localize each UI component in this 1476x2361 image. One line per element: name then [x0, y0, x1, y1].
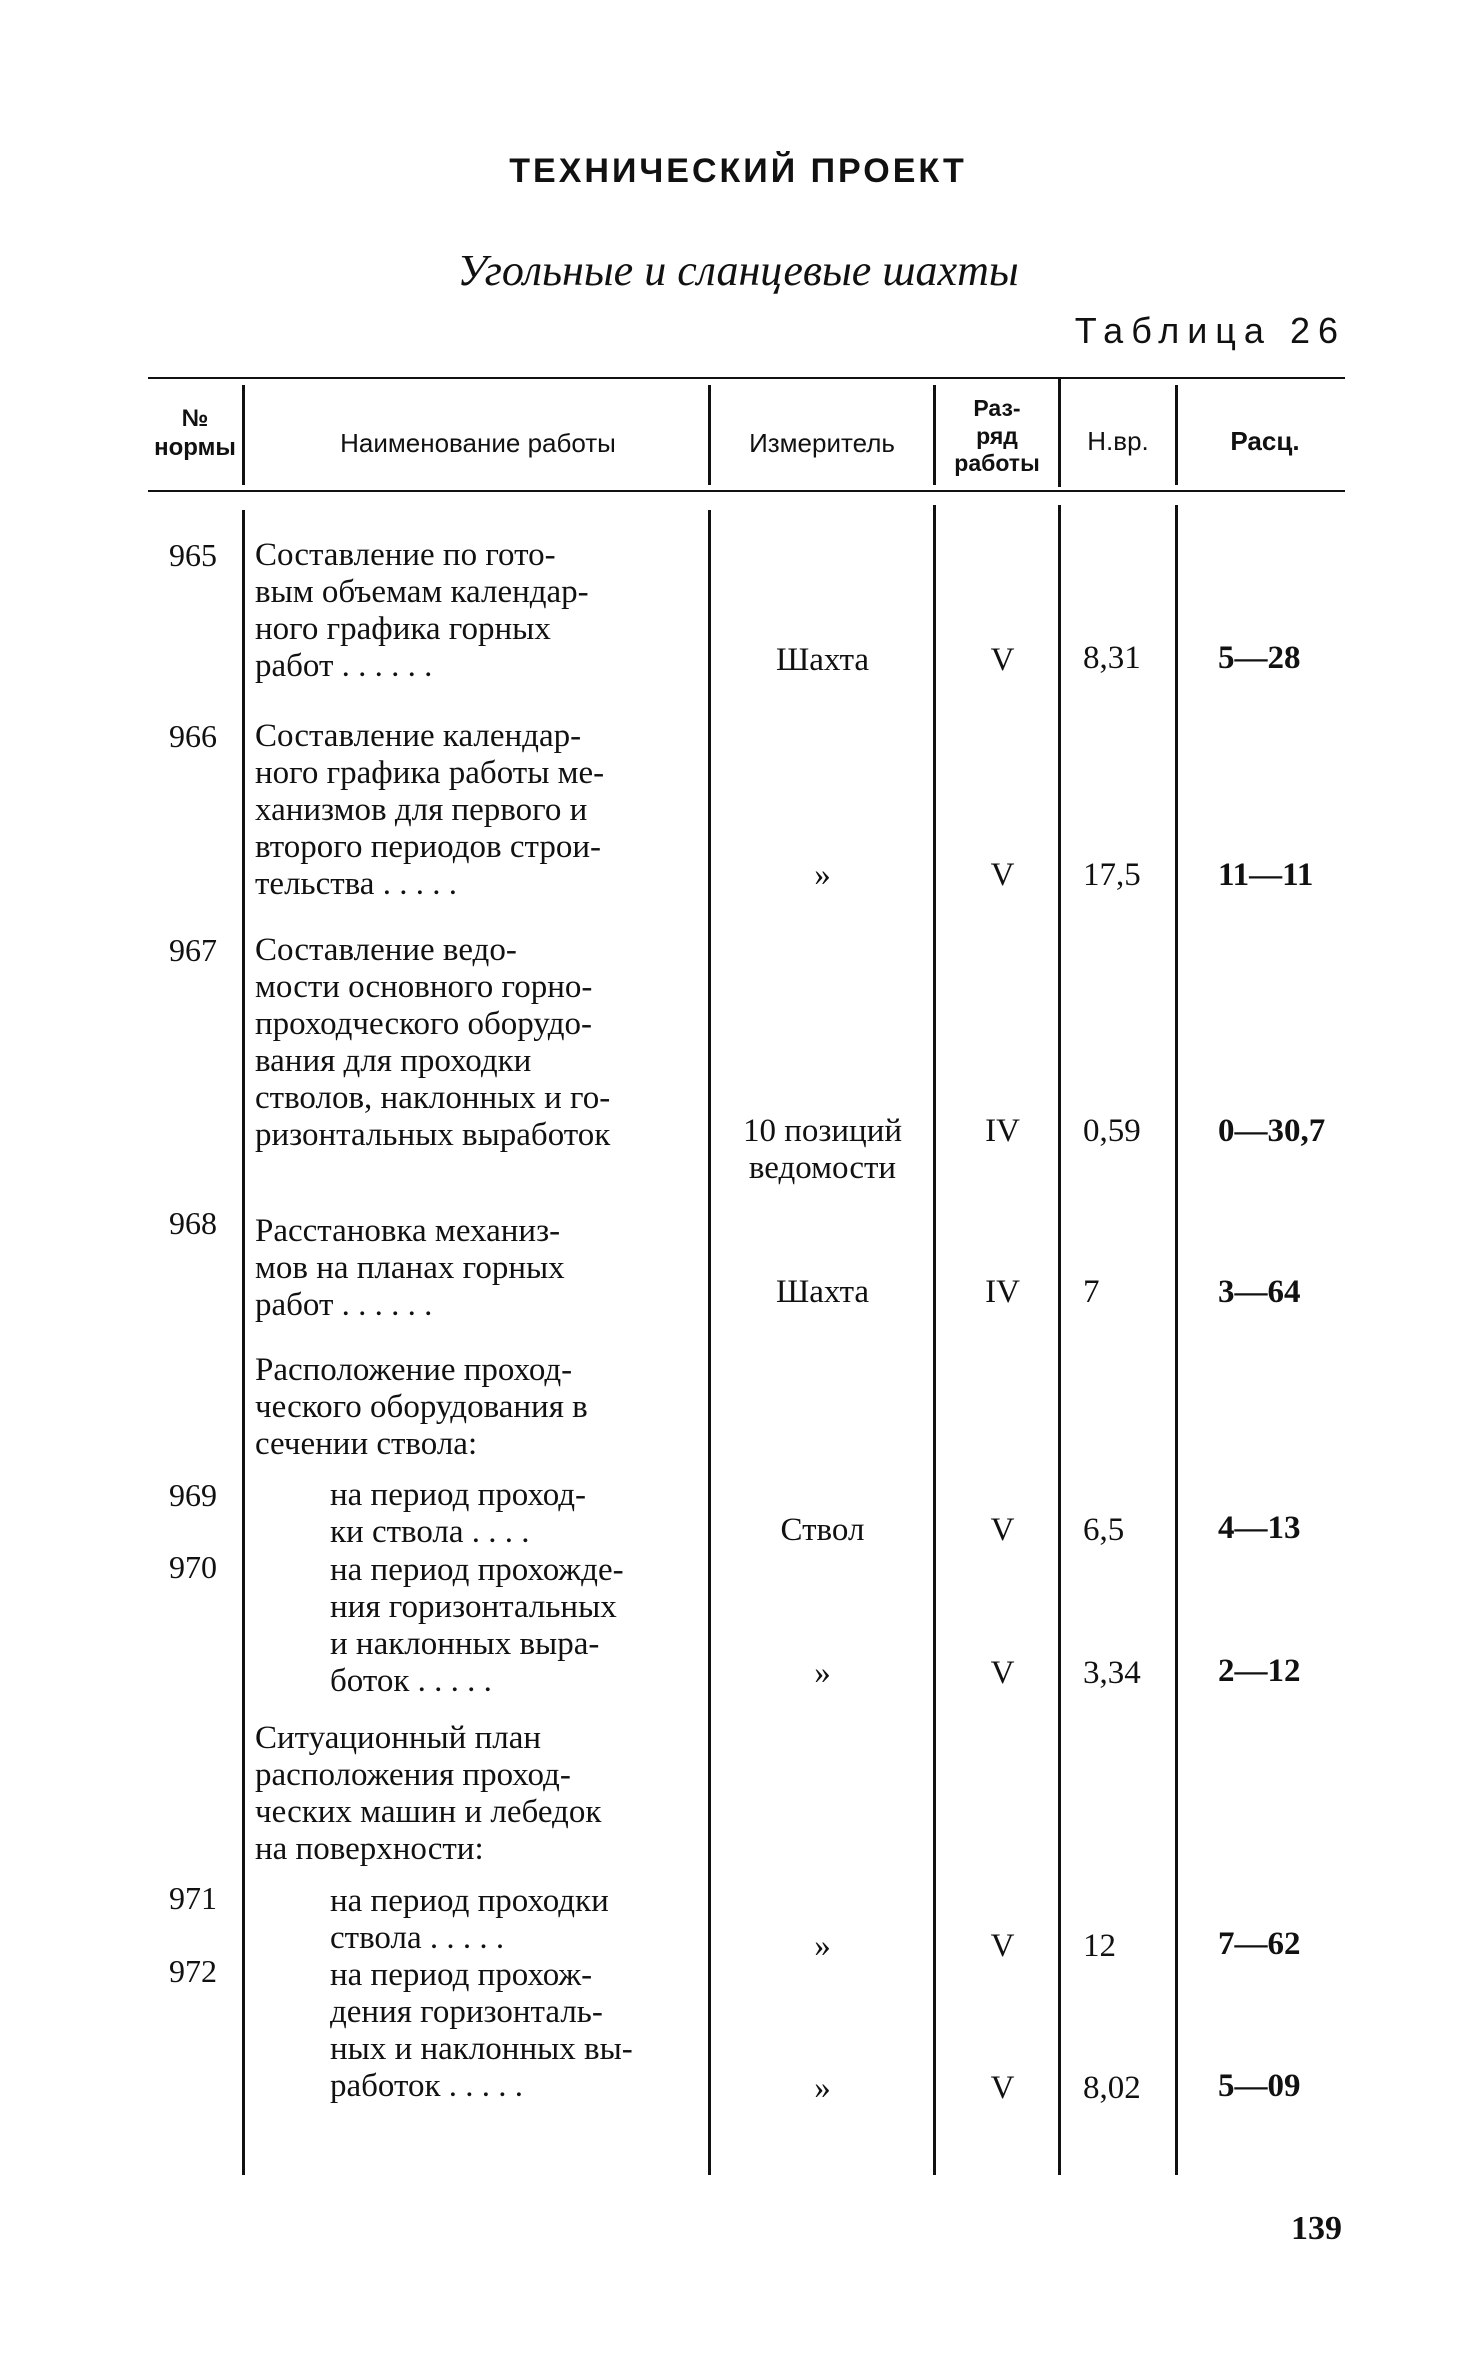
row-norm-number: 965: [169, 537, 217, 573]
row-meter: »: [814, 1655, 831, 1691]
row-rate: 0—30,7: [1218, 1113, 1326, 1149]
row-work-name: Составление по гото- вым объемам календар- ного графика горных работ . . . . . .: [255, 537, 589, 684]
row-time-norm: 8,31: [1083, 640, 1141, 676]
row-work-name: на период прохожде- ния горизонтальных и наклонных выра- боток . . . . .: [330, 1552, 624, 1699]
row-grade: V: [990, 642, 1015, 678]
row-grade: IV: [985, 1113, 1020, 1149]
row-work-name: на период проходки ствола . . . . .: [330, 1883, 609, 1956]
row-grade: V: [990, 1655, 1015, 1691]
row-grade: V: [990, 1512, 1015, 1548]
row-meter: 10 позиций ведомости: [742, 1113, 903, 1186]
row-time-norm: 3,34: [1083, 1655, 1141, 1691]
header-divider: [1175, 385, 1178, 485]
row-meter: Ствол: [780, 1512, 865, 1548]
column-header-rate: Расц.: [1230, 426, 1300, 456]
row-rate: 5—28: [1218, 640, 1301, 676]
column-divider: [1058, 505, 1061, 2175]
row-work-name: Составление календар- ного графика работы ме- ханизмов для первого и второго периодов строи- тельства . . . . .: [255, 718, 605, 902]
row-norm-number: 972: [169, 1953, 217, 1989]
group-heading: Расположение проход- ческого оборудования в сечении ствола:: [255, 1352, 588, 1462]
row-rate: 3—64: [1218, 1274, 1301, 1310]
column-divider: [242, 510, 245, 2175]
column-header-name: Наименование работы: [340, 428, 616, 458]
row-norm-number: 969: [169, 1477, 217, 1513]
row-rate: 5—09: [1218, 2068, 1301, 2104]
column-divider: [933, 505, 936, 2175]
column-header-norm: № нормы: [154, 405, 236, 461]
row-meter: »: [814, 857, 831, 893]
row-work-name: на период прохож- дения горизонталь- ных и наклонных вы- работок . . . . .: [330, 1957, 633, 2104]
row-norm-number: 971: [169, 1880, 217, 1916]
row-meter: »: [814, 2070, 831, 2106]
header-divider: [242, 385, 245, 485]
page-heading: ТЕХНИЧЕСКИЙ ПРОЕКТ: [509, 152, 967, 190]
column-divider: [1175, 505, 1178, 2175]
column-divider: [708, 510, 711, 2175]
row-grade: V: [990, 857, 1015, 893]
row-work-name: Составление ведо- мости основного горно- проходческого оборудо- вания для проходки стволов, наклонных и го- ризонтальных выработок: [255, 932, 611, 1153]
row-time-norm: 12: [1083, 1928, 1116, 1964]
row-norm-number: 968: [169, 1205, 217, 1241]
header-divider: [1058, 377, 1061, 487]
row-time-norm: 8,02: [1083, 2070, 1141, 2106]
header-divider: [708, 385, 711, 485]
row-meter: Шахта: [775, 642, 870, 678]
group-heading: Ситуационный план расположения проход- ческих машин и лебедок на поверхности:: [255, 1720, 602, 1867]
page-subheading: Угольные и сланцевые шахты: [457, 246, 1019, 295]
row-time-norm: 17,5: [1083, 857, 1141, 893]
page-number: 139: [1291, 2210, 1342, 2247]
row-grade: V: [990, 2070, 1015, 2106]
row-norm-number: 966: [169, 718, 217, 754]
row-rate: 4—13: [1218, 1510, 1301, 1546]
row-time-norm: 7: [1083, 1274, 1100, 1310]
table-label: Таблица 26: [1074, 310, 1346, 351]
table-header-rule: [148, 490, 1345, 492]
row-time-norm: 6,5: [1083, 1512, 1125, 1548]
row-meter: Шахта: [775, 1274, 870, 1310]
row-norm-number: 970: [169, 1549, 217, 1585]
header-divider: [933, 385, 936, 485]
column-header-grade: Раз- ряд работы: [954, 395, 1040, 477]
row-work-name: на период проход- ки ствола . . . .: [330, 1477, 587, 1550]
column-header-time: Н.вр.: [1087, 426, 1149, 456]
row-rate: 2—12: [1218, 1653, 1301, 1689]
column-header-meter: Измеритель: [749, 428, 895, 458]
row-work-name: Расстановка механиз- мов на планах горных работ . . . . . .: [255, 1213, 565, 1323]
row-norm-number: 967: [169, 932, 217, 968]
row-grade: IV: [985, 1274, 1020, 1310]
row-grade: V: [990, 1928, 1015, 1964]
row-rate: 11—11: [1218, 857, 1314, 893]
table-top-rule: [148, 377, 1345, 379]
row-rate: 7—62: [1218, 1926, 1301, 1962]
row-time-norm: 0,59: [1083, 1113, 1141, 1149]
row-meter: »: [814, 1928, 831, 1964]
